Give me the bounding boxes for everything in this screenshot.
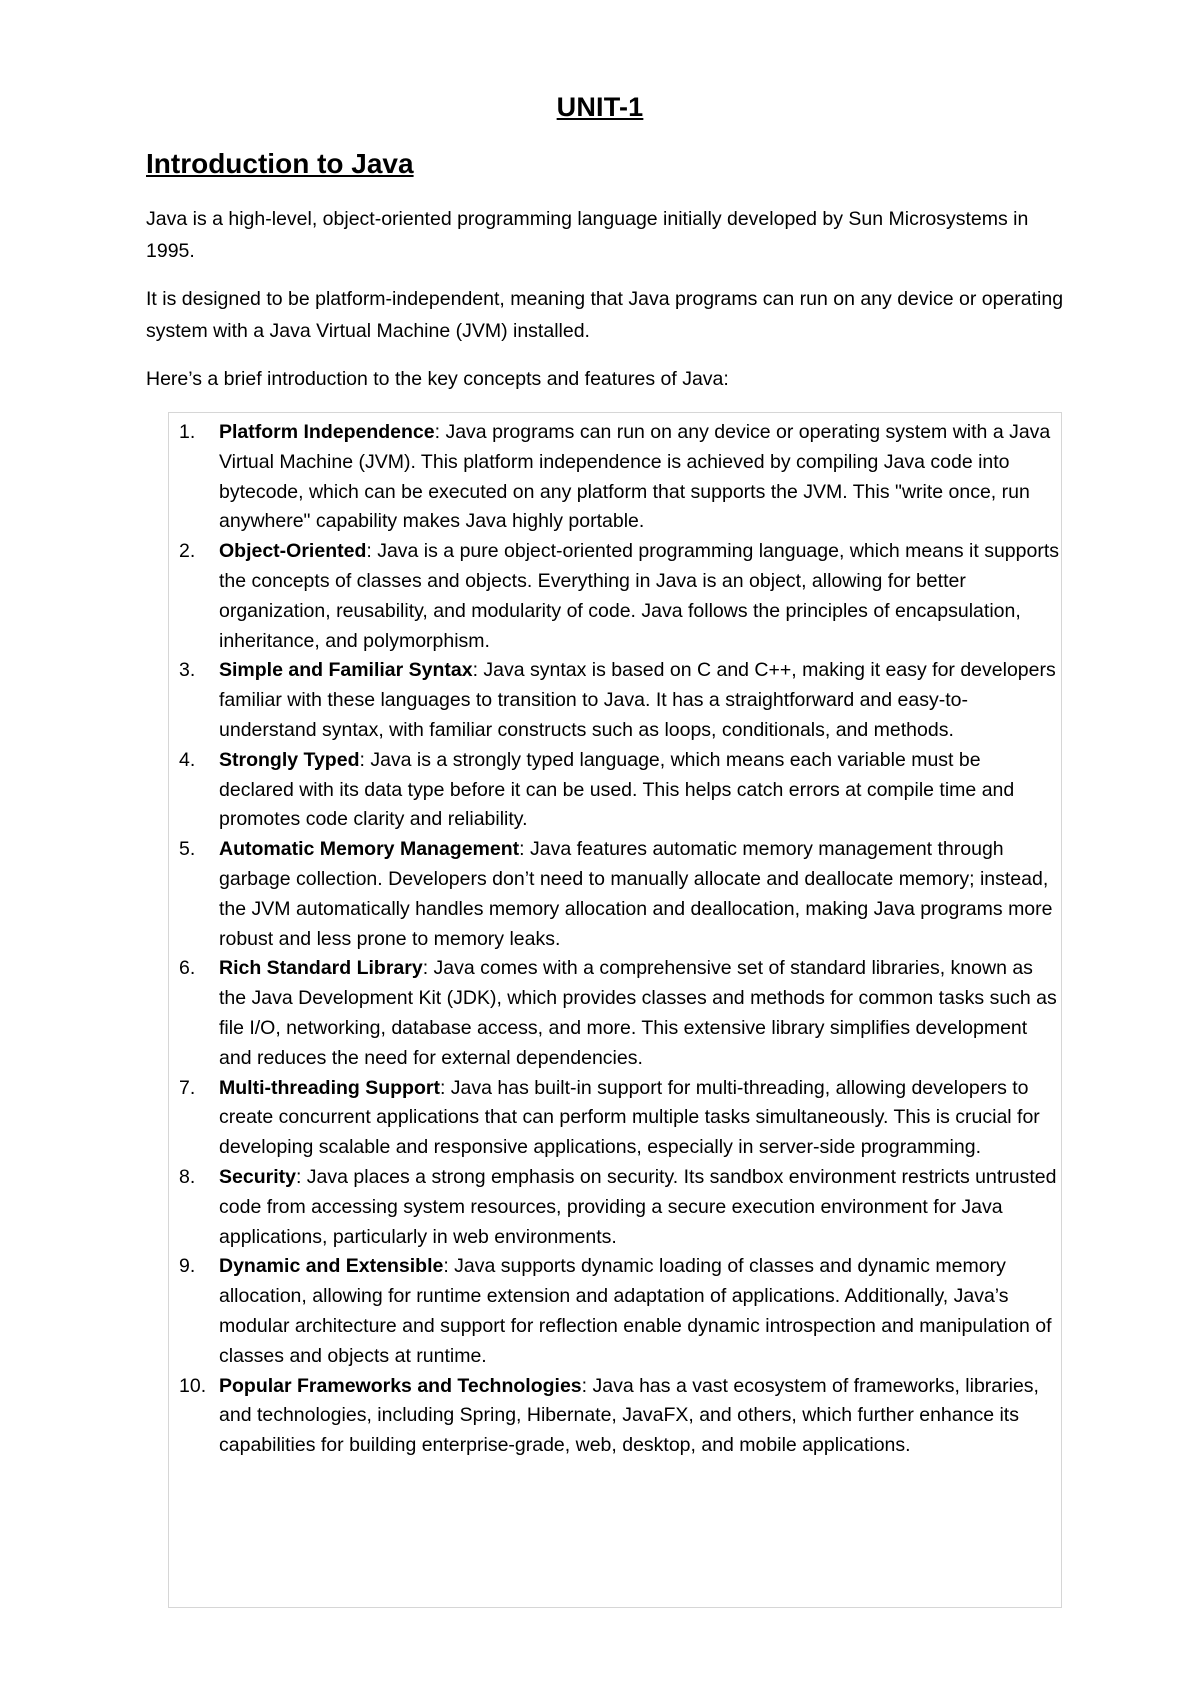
feature-number: 10. <box>179 1374 207 1397</box>
feature-number: 7. <box>179 1076 196 1099</box>
feature-item <box>169 746 1063 835</box>
feature-number: 5. <box>179 838 196 861</box>
feature-description: : Java syntax is based on C and C++, making it easy for developers familiar with these languages to transition to Java. It has a straightforward and easy-to-understand syntax, with familiar constructs such as loops, conditionals, and methods. <box>219 659 1056 741</box>
feature-name: Platform Independence <box>219 421 435 443</box>
feature-description: : Java programs can run on any device or operating system with a Java Virtual Machine (JVM). This platform independence is achieved by compiling Java code into bytecode, which can be executed on any platform that supports the JVM. This "write once, run anywhere" capability makes Java highly portable. <box>219 421 1051 533</box>
feature-number: 8. <box>179 1165 196 1188</box>
unit-title: UNIT-1 <box>556 92 644 122</box>
feature-name: Security <box>219 1165 296 1188</box>
feature-description: : Java is a pure object-oriented programming language, which means it supports the concepts of classes and objects. Everything in Java is an object, allowing for better organization, reusability, and modularity of code. Java follows the principles of encapsulation, inheritance, and polymorphism. <box>219 540 1059 652</box>
features-lead-paragraph: Here’s a brief introduction to the key concepts and features of Java: <box>146 368 729 390</box>
feature-name: Popular Frameworks and Technologies <box>219 1374 582 1397</box>
feature-name: Multi-threading Support <box>219 1076 440 1099</box>
feature-description: : Java has a vast ecosystem of frameworks, libraries, and technologies, including Spring, Hibernate, JavaFX, and others, which further enhance its capabilities for building enterprise-grade, web, desktop, and mobile applications. <box>219 1374 1039 1457</box>
feature-description: : Java has built-in support for multi-threading, allowing developers to create concurrent applications that can perform multiple tasks simultaneously. This is crucial for developing scalable and responsive applications, especially in server-side programming. <box>219 1076 1040 1159</box>
feature-item <box>169 537 1063 656</box>
feature-name: Rich Standard Library <box>219 957 423 980</box>
features-list <box>169 418 1063 1461</box>
feature-name: Automatic Memory Management <box>219 838 520 861</box>
section-heading: Introduction to Java <box>146 148 414 179</box>
feature-description: : Java places a strong emphasis on security. Its sandbox environment restricts untrusted code from accessing system resources, providing a secure execution environment for Java applications, particularly in web environments. <box>219 1165 1057 1248</box>
feature-number: 4. <box>179 748 196 771</box>
feature-number: 1. <box>179 421 196 443</box>
feature-description: : Java features automatic memory management through garbage collection. Developers don’t need to manually allocate and deallocate memory; instead, the JVM automatically handles memory allocation and deallocation, making Java programs more robust and less prone to memory leaks. <box>219 838 1053 950</box>
feature-item <box>169 1074 1063 1163</box>
platform-paragraph: It is designed to be platform-independent, meaning that Java programs can run on any device or operating system with a Java Virtual Machine (JVM) installed. <box>146 288 1064 342</box>
feature-number: 9. <box>179 1255 196 1278</box>
intro-paragraph: Java is a high-level, object-oriented programming language initially developed by Sun Microsystems in 1995. <box>146 208 1029 262</box>
feature-name: Object-Oriented <box>219 540 367 563</box>
feature-item <box>169 656 1063 745</box>
feature-number: 2. <box>179 540 196 563</box>
features-box <box>168 412 1062 1608</box>
feature-name: Dynamic and Extensible <box>219 1255 444 1278</box>
feature-number: 6. <box>179 957 196 980</box>
feature-description: : Java comes with a comprehensive set of standard libraries, known as the Java Development Kit (JDK), which provides classes and methods for common tasks such as file I/O, networking, database access, and more. This extensive library simplifies development and reduces the need for external dependencies. <box>219 957 1057 1069</box>
feature-item <box>169 1252 1063 1371</box>
feature-item <box>169 835 1063 954</box>
feature-name: Simple and Familiar Syntax <box>219 659 473 682</box>
feature-item <box>169 954 1063 1073</box>
feature-name: Strongly Typed <box>219 748 360 771</box>
feature-description: : Java supports dynamic loading of classes and dynamic memory allocation, allowing for runtime extension and adaptation of applications. Additionally, Java’s modular architecture and support for reflection enable dynamic introspection and manipulation of classes and objects at runtime. <box>219 1255 1052 1367</box>
feature-description: : Java is a strongly typed language, which means each variable must be declared with its data type before it can be used. This helps catch errors at compile time and promotes code clarity and reliability. <box>219 748 1015 831</box>
feature-number: 3. <box>179 659 196 682</box>
feature-item <box>169 1163 1063 1252</box>
feature-item <box>169 418 1063 537</box>
feature-item <box>169 1372 1063 1461</box>
